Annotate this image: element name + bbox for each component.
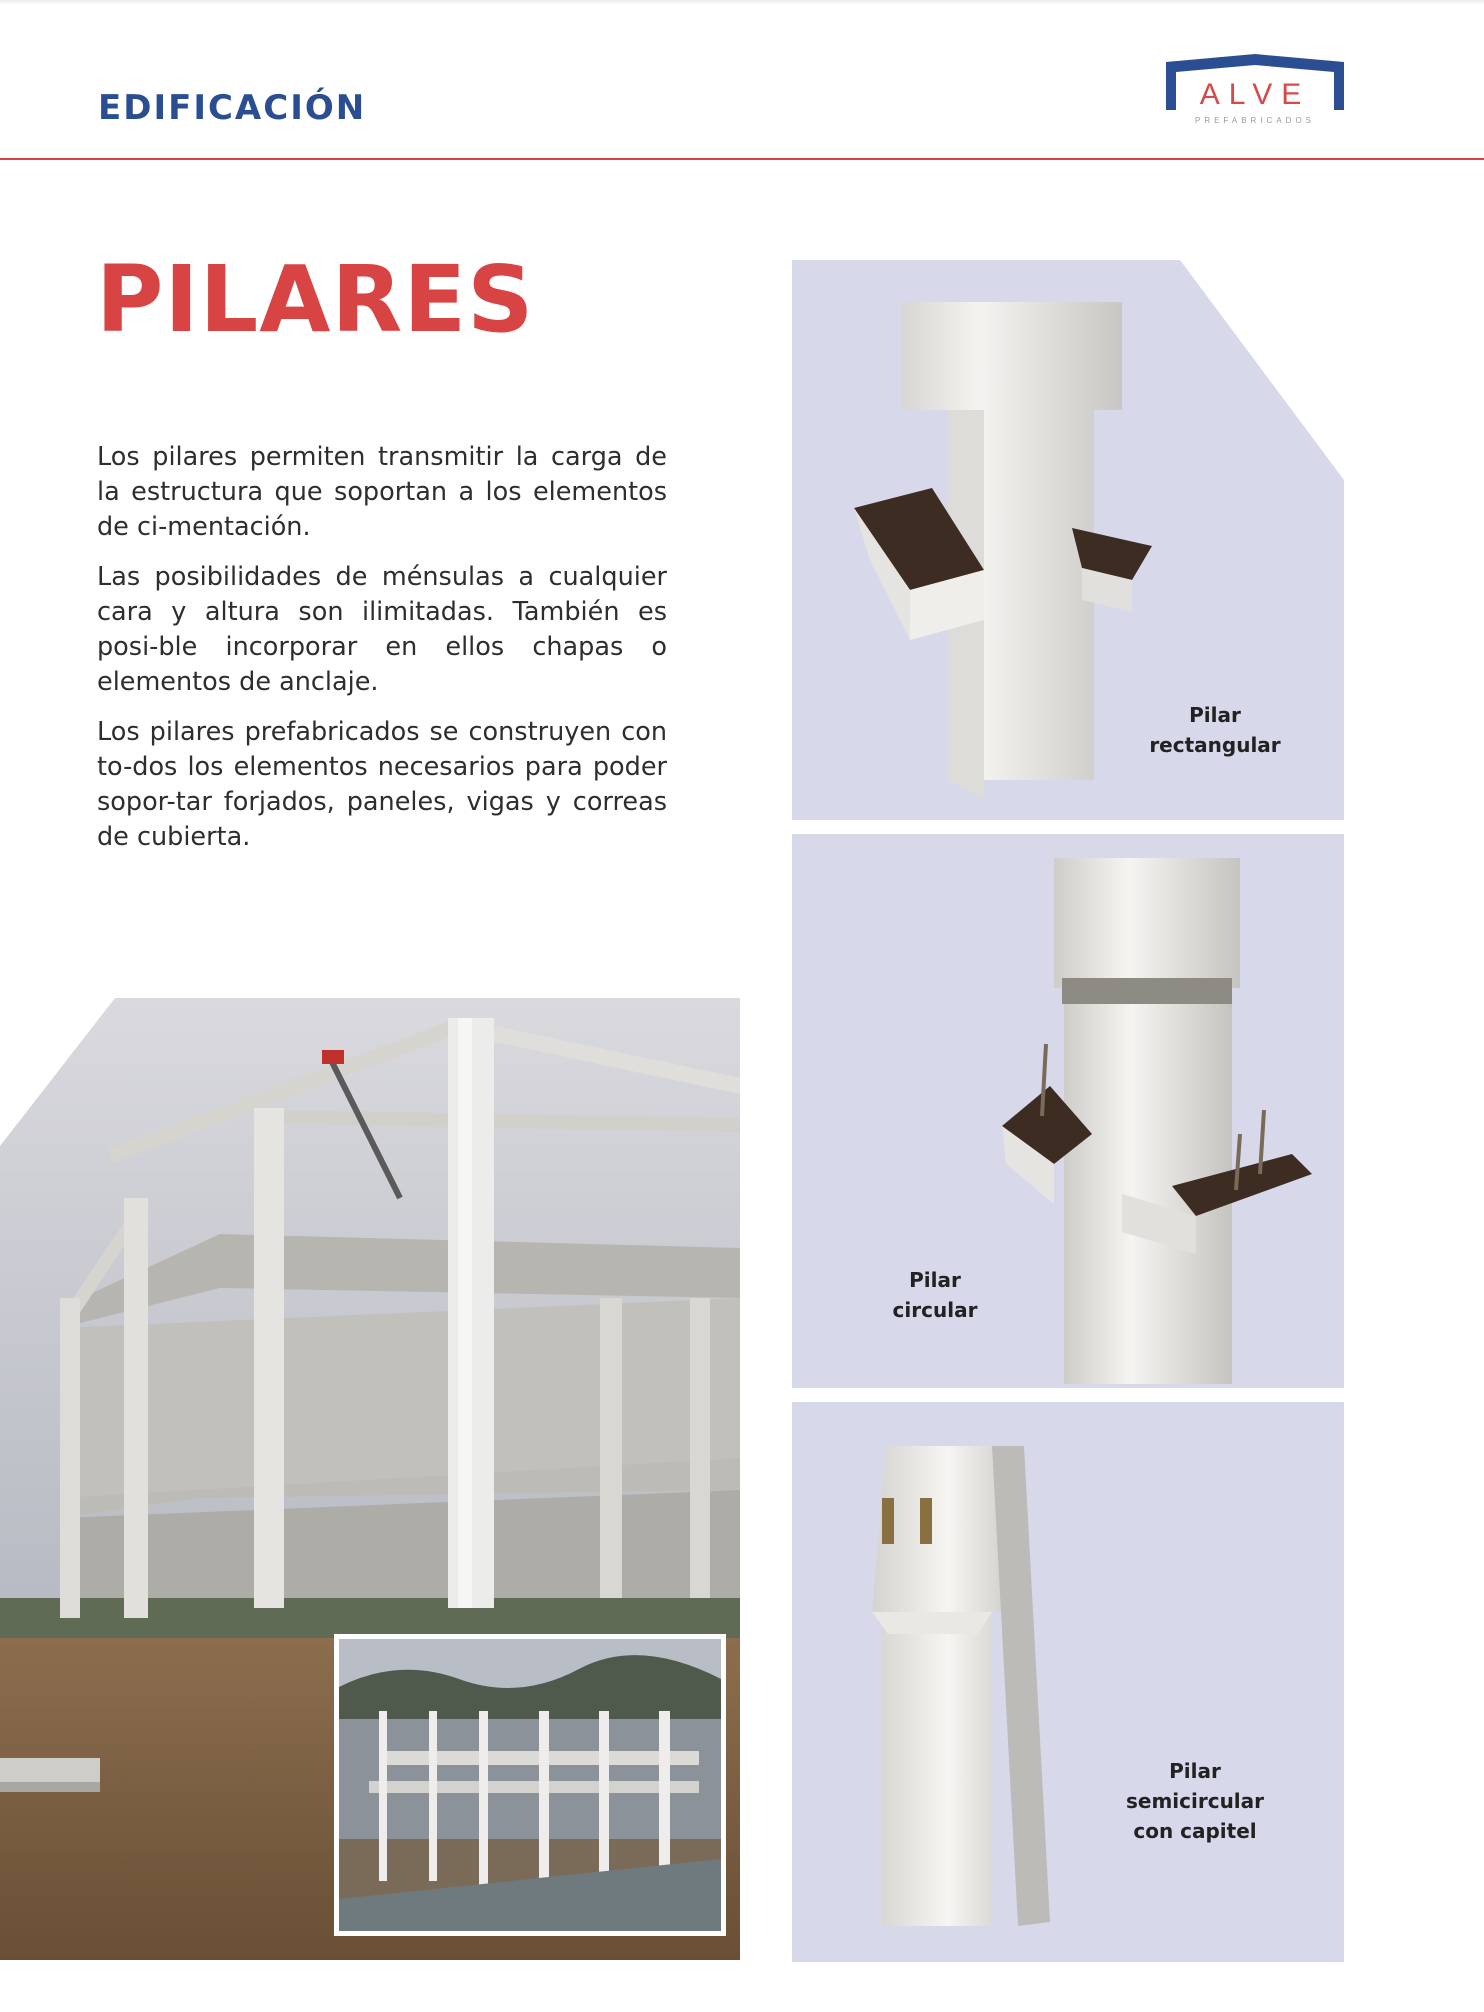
caption-line: Pilar <box>1169 1759 1221 1783</box>
semicircular-pillar-image <box>792 1402 1344 1962</box>
header-rule <box>0 158 1484 160</box>
caption-circular <box>880 1265 990 1325</box>
product-panel-semicircular <box>792 1402 1344 1962</box>
inset-photo <box>334 1634 726 1936</box>
caption-line: rectangular <box>1149 733 1281 757</box>
logo-tagline: PREFABRICADOS <box>1194 116 1315 125</box>
caption-semicircular <box>1110 1756 1280 1846</box>
paragraph-3: Los pilares prefabricados se construyen con to-dos los elementos necesarios para poder sopor-tar forjados, paneles, vigas y correas de cubierta. <box>97 717 667 852</box>
caption-line: Pilar <box>1189 703 1241 727</box>
caption-line: Pilar <box>909 1268 961 1292</box>
page-title: PILARES <box>96 246 535 353</box>
inset-construction-illustration <box>339 1639 721 1931</box>
logo-wordmark: ALVE <box>1199 78 1311 111</box>
paragraph-1: Los pilares permiten transmitir la carga de la estructura que soportan a los elementos de ci-mentación. <box>97 442 667 542</box>
body-text <box>97 440 667 870</box>
section-label: EDIFICACIÓN <box>98 88 367 128</box>
caption-line: semicircular <box>1125 1789 1265 1813</box>
paragraph-2: Las posibilidades de ménsulas a cualquier cara y altura son ilimitadas. También es posi-ble incorporar en ellos chapas o elementos de anclaje. <box>97 562 667 697</box>
caption-line: con capitel <box>1133 1819 1257 1843</box>
circular-pillar-image <box>792 834 1344 1388</box>
product-panel-circular <box>792 834 1344 1388</box>
caption-rectangular <box>1140 700 1290 760</box>
top-shadow <box>0 0 1484 5</box>
caption-line: circular <box>892 1298 978 1322</box>
